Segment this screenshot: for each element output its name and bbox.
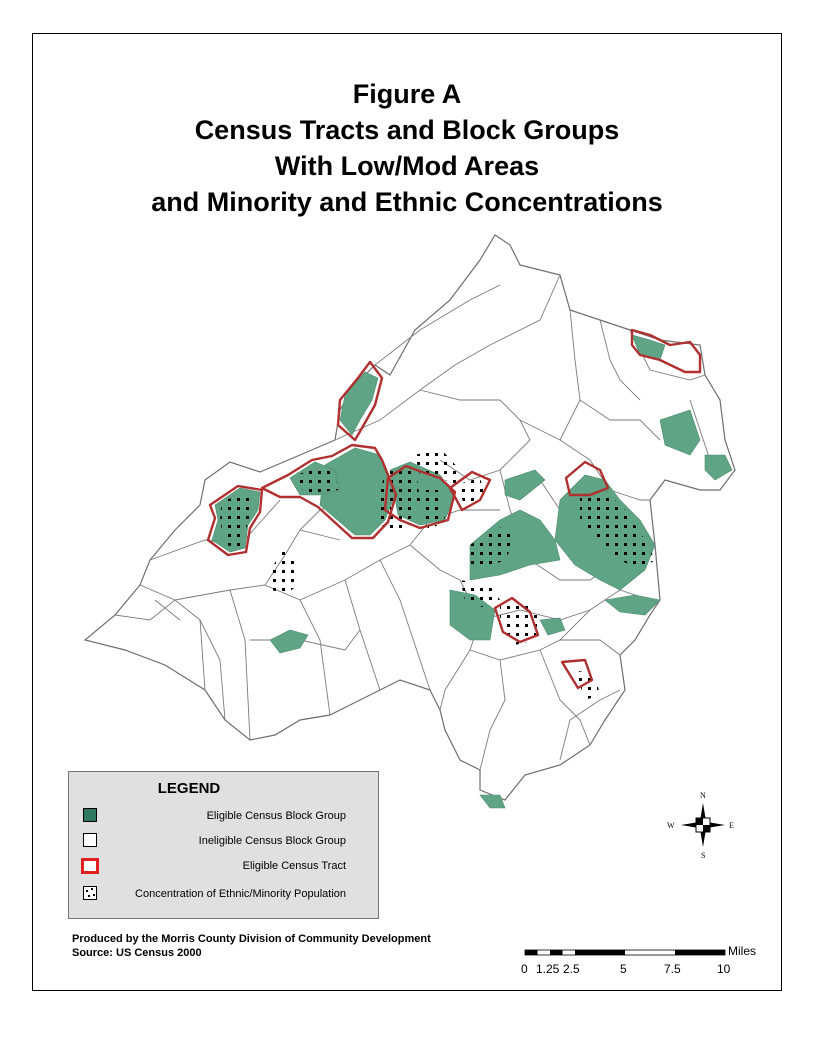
credits-source: Source: US Census 2000 — [72, 947, 202, 959]
compass-north-label: N — [700, 791, 706, 800]
scale-tick-label: 2.5 — [563, 962, 580, 976]
legend-item-ineligible-block-group — [69, 833, 380, 853]
red-outline-swatch-icon — [81, 858, 99, 874]
compass-west-label: W — [667, 821, 675, 830]
title-line-3: With Low/Mod Areas — [274, 151, 540, 181]
white-fill-swatch-icon — [83, 833, 97, 847]
title-line-4: and Minority and Ethnic Concentrations — [151, 187, 663, 217]
green-fill-swatch-icon — [83, 808, 97, 822]
compass-east-label: E — [729, 821, 734, 830]
legend-label: Concentration of Ethnic/Minority Population — [135, 888, 346, 900]
legend-label: Ineligible Census Block Group — [198, 835, 346, 847]
legend-item-eligible-tract — [69, 858, 380, 878]
scale-tick-label: 0 — [521, 962, 528, 976]
legend-item-minority-concentration — [69, 886, 380, 906]
compass-icon — [681, 803, 725, 847]
scale-tick-label: 1.25 — [536, 962, 560, 976]
compass-south-label: S — [701, 851, 706, 860]
title-line-2: Census Tracts and Block Groups — [194, 115, 620, 145]
scale-bar — [525, 950, 725, 955]
legend-label: Eligible Census Block Group — [206, 810, 346, 822]
scale-unit-label: Miles — [728, 944, 757, 958]
legend-label: Eligible Census Tract — [242, 860, 346, 872]
legend-item-eligible-block-group — [69, 808, 380, 828]
map-credits — [72, 932, 431, 960]
legend-panel — [68, 771, 379, 919]
scale-tick-label: 5 — [620, 962, 627, 976]
legend-title: LEGEND — [157, 780, 221, 797]
dot-pattern-swatch-icon — [83, 886, 97, 900]
scale-tick-label: 7.5 — [664, 962, 681, 976]
scale-tick-label: 10 — [717, 962, 731, 976]
title-line-1: Figure A — [352, 79, 462, 109]
credits-producer: Produced by the Morris County Division of Community Development — [72, 933, 431, 945]
